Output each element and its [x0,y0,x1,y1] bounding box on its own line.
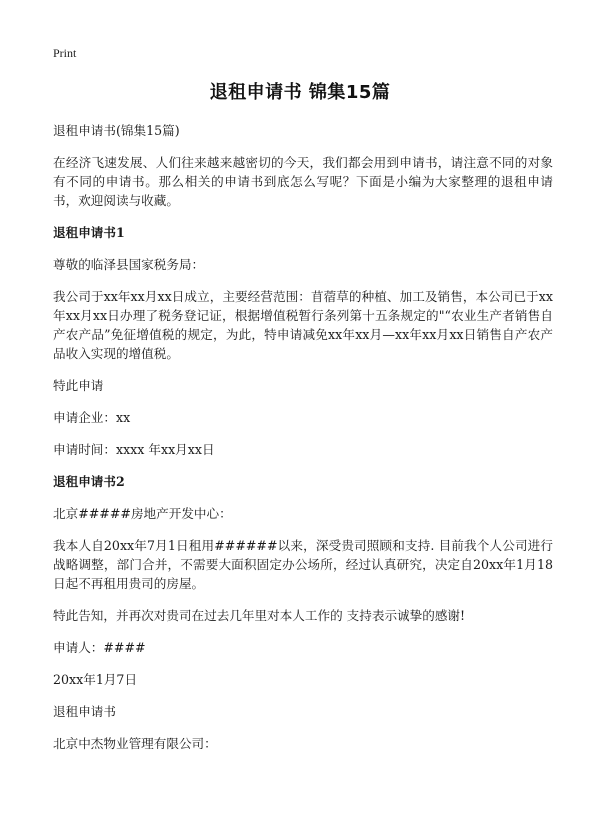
section-1-body: 我公司于xx年xx月xx日成立，主要经营范围：苜蓿草的种植、加工及销售，本公司已于xx年xx月xx日办理了税务登记证，根据增值税暂行条列第十五条规定的"“农业生产者销售自产农产品”免征增值税的规定，为此，特申请减免xx年xx月—xx年xx月xx日销售自产农产品收入实现的增值税。 [53,289,553,361]
intro-paragraph: 在经济飞速发展、人们往来越来越密切的今天，我们都会用到申请书，请注意不同的对象有不同的申请书。那么相关的申请书到底怎么写呢？下面是小编为大家整理的退租申请书，欢迎阅读与收藏。 [53,155,553,208]
section-1-greeting: 尊敬的临泽县国家税务局： [53,257,205,272]
section-1-applicant: 申请企业：xx [53,410,131,425]
section-2-greeting: 北京#####房地产开发中心： [53,506,232,521]
section-heading-3: 退租申请书 [53,704,116,719]
section-2-applicant: 申请人：#### [53,640,146,655]
section-1-date: 申请时间：xxxx 年xx月xx日 [53,442,215,457]
section-1-closing: 特此申请 [53,378,104,393]
section-2-closing: 特此告知，并再次对贵司在过去几年里对本人工作的 支持表示诚挚的感谢! [53,608,466,623]
section-2-date: 20xx年1月7日 [53,672,138,687]
section-heading-1: 退租申请书1 [53,225,125,240]
section-heading-2: 退租申请书2 [53,474,125,489]
section-3-greeting: 北京中杰物业管理有限公司： [53,736,217,751]
document-body [53,121,553,766]
document-title: 退租申请书 锦集15篇 [209,82,391,103]
print-label: Print [53,46,77,60]
document-subtitle: 退租申请书(锦集15篇) [53,123,180,138]
section-2-body: 我本人自20xx年7月1日租用######以来，深受贵司照顾和支持. 目前我个人公司进行战略调整，部门合并，不需要大面积固定办公场所，经过认真研究，决定自20xx年1月18日起不再租用贵司的房屋。 [53,538,553,591]
